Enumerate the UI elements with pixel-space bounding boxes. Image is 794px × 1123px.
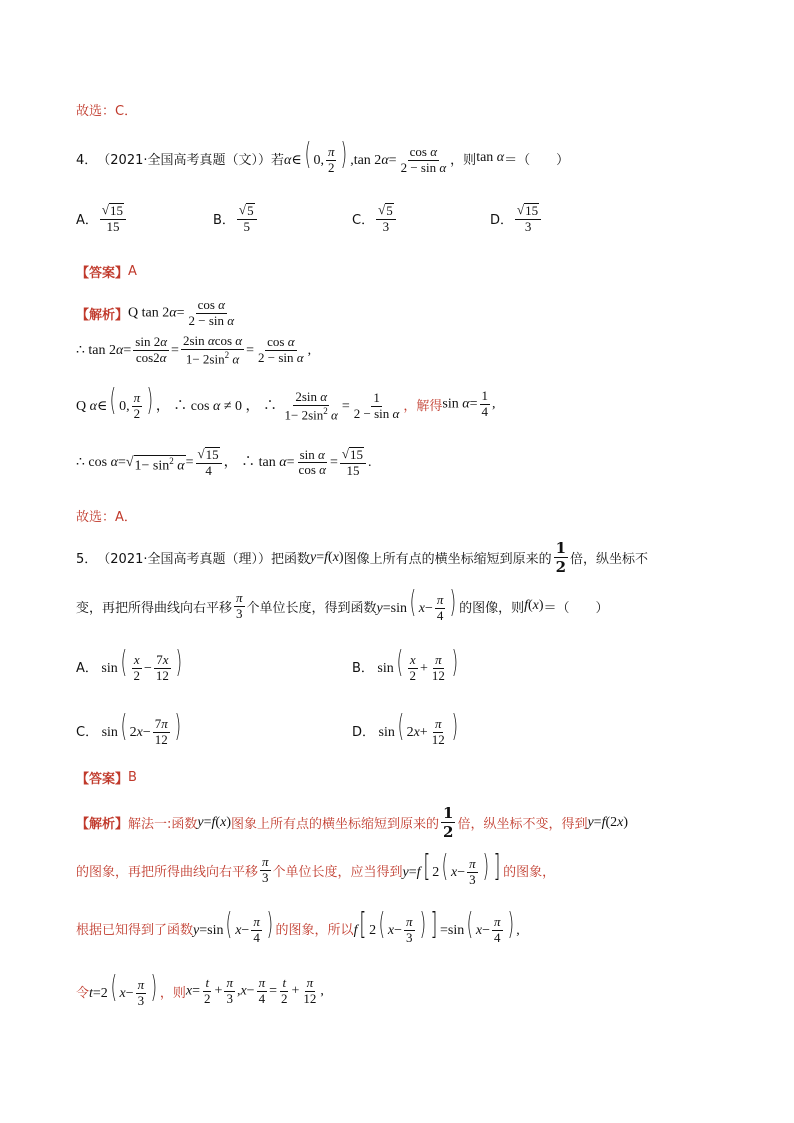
q5-analysis-text: 根据已知得到了函数: [76, 922, 194, 938]
q4-analysis-line-4: [76, 447, 372, 479]
option-label: B．: [213, 213, 235, 229]
option-label: C．: [76, 724, 99, 740]
q5-fx: f(x): [524, 598, 544, 614]
q5-number: 5．: [76, 552, 98, 567]
q4-then: ，则: [450, 152, 477, 168]
q4-option-b: B． √ 5 5: [213, 203, 259, 235]
q4-number: 4．: [76, 152, 98, 168]
q5-option-c: C． sin( 2x− $\frac{7\pi}{12}$ ): [76, 709, 181, 748]
answer-tag: 【答案】: [76, 266, 129, 281]
q5-func: y=f(x): [197, 814, 231, 830]
q5-analysis-text: 图象上所有点的横坐标缩短到原来的: [230, 817, 439, 832]
q5-target-func: y=sin( x− $\frac{\pi}{4}$ ): [376, 585, 457, 624]
q5-analysis-text: 的图象，再把所得曲线向右平移: [76, 864, 259, 880]
q4-step-3: Q α∈( 0, $\frac{\pi}{2}$ ) ， ∴ cos α ≠ 0 ， ∴ $\frac{\text{2sin α}}{1- 2\sin^2 \alpha}$ = $\frac{1}{\text{2 − sin α}}$: [76, 383, 400, 423]
q5-text: 把函数: [271, 552, 311, 567]
q5-solve: x= $\frac{t}{2}$ + $\frac{\pi}{3}$ ,x− $\frac{\pi}{4}$ = $\frac{t}{2}$ + $\frac{\pi}{12}$ ,: [185, 974, 324, 1006]
q4-step-3b: sin α= $\frac{1}{4}$ ,: [442, 388, 496, 420]
q5-compressed: y=f(2x): [587, 814, 629, 830]
q4-jiede: ，解得: [403, 399, 443, 415]
q4-option-c: C． √ 5 3: [352, 203, 398, 235]
q4-step-1: Q tan 2α= $\frac{\text{cos α}}{\text{2 − sin α}}$: [128, 297, 235, 328]
q5-equation: f[ 2( x− $\frac{\pi}{3}$ ) ] =sin( x− $\frac{\pi}{4}$ ) ,: [353, 907, 520, 946]
q5-text: 变，再把所得曲线向右平移: [76, 600, 233, 616]
q5-answer: [76, 768, 137, 787]
q5-analysis-text: 令: [76, 985, 90, 1001]
q4-blank: ＝（ ）: [504, 152, 570, 168]
q5-shifted: y=f[ 2( x− $\frac{\pi}{3}$ ) ]: [402, 849, 501, 888]
q5-option-a: A． sin( $\frac{x}{2}$ − $\frac{7x}{12}$ ): [76, 645, 182, 684]
option-numerator: 5: [386, 203, 393, 218]
analysis-tag: 【解析】: [76, 307, 129, 323]
option-denominator: 3: [382, 218, 390, 234]
option-denominator: 5: [243, 218, 250, 234]
analysis-tag: 【解析】: [76, 817, 129, 832]
option-label: D．: [352, 724, 376, 740]
q5-text: 图像上所有点的横坐标缩短到原来的: [343, 552, 552, 567]
q5-analysis-text: 解法一:函数: [128, 817, 198, 832]
q5-option-d: D． sin( 2x+ $\frac{\pi}{12}$ ): [352, 709, 458, 748]
option-numerator: 15: [525, 203, 539, 218]
option-denominator: 3: [524, 218, 532, 234]
q5-analysis-text: 倍，纵坐标不变，得到: [457, 817, 588, 832]
option-label: A．: [76, 213, 98, 229]
option-label: B．: [352, 660, 374, 676]
q4-ruo: 若: [271, 152, 285, 168]
option-denominator: 15: [106, 218, 120, 234]
option-label: A．: [76, 660, 98, 676]
q4-target: tan α: [476, 150, 505, 166]
answer-value: B: [128, 770, 137, 785]
q5-stem-line-1: [76, 539, 648, 576]
q4-stem: [76, 137, 570, 176]
q5-analysis-text: 的图象，: [503, 864, 556, 880]
q5-text: 个单位长度，得到函数: [246, 600, 377, 616]
q5-known: y=sin( x− $\frac{\pi}{4}$ ): [193, 907, 273, 946]
q4-analysis-line-3: [76, 383, 496, 423]
q5-analysis-text: ，则: [159, 985, 186, 1001]
prev-conclusion: [76, 100, 137, 119]
option-label: D．: [490, 213, 514, 229]
q5-substitution: t=2( x− $\frac{\pi}{3}$ ): [89, 970, 158, 1009]
option-numerator: 15: [110, 203, 124, 218]
q5-blank: ＝（ ）: [543, 600, 609, 616]
q4-conclusion: [76, 506, 137, 525]
q5-analysis-text: 的图象，所以: [275, 922, 354, 938]
q4-step-2: ∴ tan 2α= $\frac{\sin 2\alpha}{\cos 2\alpha}$ = $\frac{\text{2sin αcos α}}{1- 2\sin^2 \alpha}$ = $\frac{\text{cos α}}{\text{2 − sin α}}$ ,: [76, 333, 312, 367]
q5-text: 倍，纵坐标不: [570, 552, 649, 567]
q5-source: （2021·全国高考真题（理））: [97, 552, 271, 567]
q5-analysis-line-4: [76, 970, 324, 1009]
q5-half: 1 2: [555, 539, 567, 576]
q4-analysis-line-2: [76, 334, 311, 367]
q5-analysis-line-2: 的图象，再把所得曲线向右平移 $\frac{\pi}{3}$ 个单位长度，应当得到 y=f[ 2( x− $\frac{\pi}{3}$ ) ] 的图象，: [76, 849, 556, 888]
q5-half: 1 2: [443, 804, 454, 841]
q5-text: 的图像，则: [459, 600, 525, 616]
answer-tag: 【答案】: [76, 772, 129, 787]
q4-condition: α∈( 0, $\frac{\pi}{2}$ ) ,tan 2α= $\frac{\text{cos α}}{\text{2 − sin α}}$: [284, 137, 447, 176]
q5-analysis-text: 个单位长度，应当得到: [272, 864, 403, 880]
option-label: C．: [352, 213, 375, 229]
q5-stem-line-2: 变，再把所得曲线向右平移 $\frac{\pi}{3}$ 个单位长度，得到函数 y=sin( x− $\frac{\pi}{4}$ ) 的图像，则 f(x) ＝（ ）: [76, 585, 609, 624]
q4-option-a: A． √ 15 15: [76, 203, 128, 235]
q4-conclusion-text: 故选：A．: [76, 510, 137, 525]
q5-analysis-line-3: [76, 907, 520, 946]
q5-option-b: B． sin( $\frac{x}{2}$ + $\frac{\pi}{12}$ ): [352, 645, 458, 684]
q4-source: （2021·全国高考真题（文））: [97, 152, 271, 168]
q4-step-4: ∴ cos α=√ $1- \sin^2 \alpha$ = √ 15 4 ， ∴ tan α= $\frac{\text{sin α}}{\text{cos α}}$ = √ 15 15 .: [76, 446, 372, 478]
q4-answer: [76, 262, 137, 281]
q4-option-d: D． √ 15 3: [490, 203, 543, 235]
answer-value: A: [128, 264, 137, 279]
q5-func: y=f(x): [310, 549, 344, 565]
option-numerator: 5: [247, 203, 254, 218]
prev-conclusion-text: 故选：C．: [76, 104, 138, 119]
q4-analysis-line-1: [76, 298, 238, 329]
q5-analysis-line-1: [76, 804, 628, 841]
